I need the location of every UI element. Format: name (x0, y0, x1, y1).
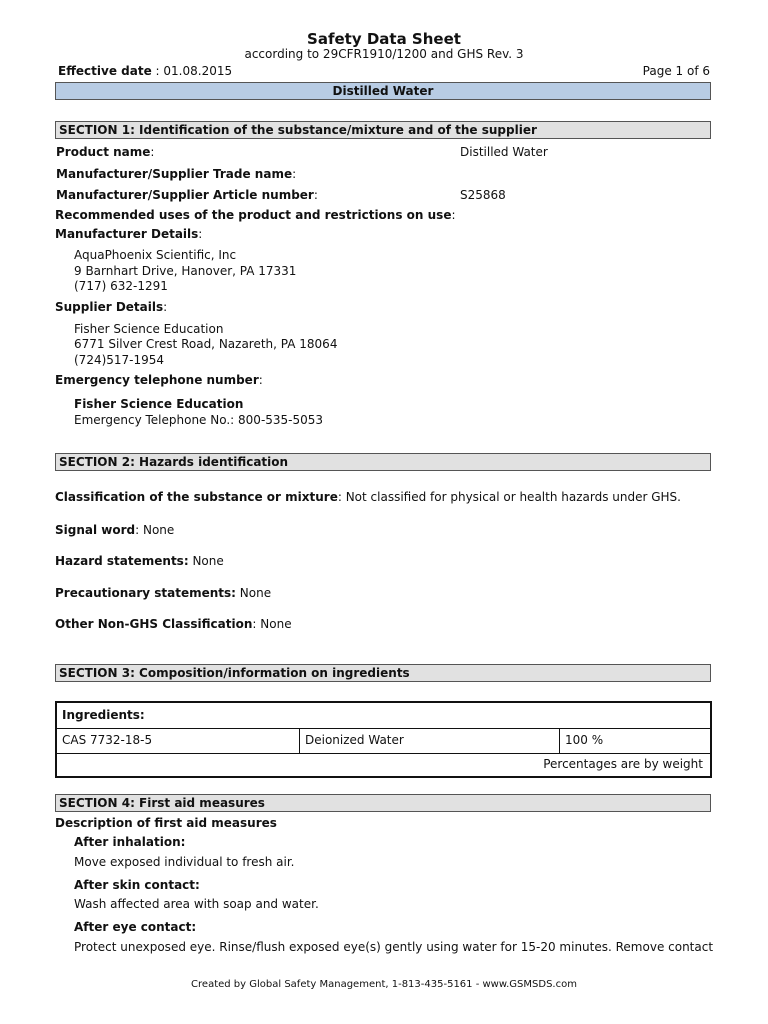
trade-name-label: Manufacturer/Supplier Trade name: (56, 167, 297, 181)
section-3-heading: SECTION 3: Composition/information on ingredients (55, 664, 711, 682)
regulation-subtitle: according to 29CFR1910/1200 and GHS Rev. 3 (244, 47, 524, 61)
product-name-label: Product name: (56, 145, 155, 159)
section-4-heading: SECTION 4: First aid measures (55, 794, 711, 812)
ingredients-label: Ingredients: (62, 708, 145, 722)
after-eye-contact-label: After eye contact: (74, 920, 197, 934)
product-banner: Distilled Water (55, 82, 711, 100)
percentages-note: Percentages are by weight (543, 757, 703, 771)
after-skin-contact-label: After skin contact: (74, 878, 200, 892)
product-name-value: Distilled Water (460, 145, 548, 159)
precautionary-statements-line: Precautionary statements: None (55, 586, 272, 600)
ingredients-header-row (57, 703, 710, 729)
effective-date-value: : 01.08.2015 (151, 64, 233, 78)
manufacturer-line: AquaPhoenix Scientific, Inc (74, 248, 237, 262)
emergency-telephone-label: Emergency telephone number: (55, 373, 263, 387)
signal-word-line: Signal word: None (55, 523, 175, 537)
page-number: Page 1 of 6 (642, 64, 710, 78)
after-skin-contact-text: Wash affected area with soap and water. (74, 897, 319, 911)
article-number-value: S25868 (460, 188, 506, 202)
emergency-phone: Emergency Telephone No.: 800-535-5053 (74, 413, 324, 427)
supplier-details-label: Supplier Details: (55, 300, 168, 314)
percent-cell: 100 % (565, 733, 604, 747)
recommended-uses-label: Recommended uses of the product and restrictions on use: (55, 208, 456, 222)
section-2-heading: SECTION 2: Hazards identification (55, 453, 711, 471)
effective-date-label: Effective date (58, 64, 152, 78)
manufacturer-line: (717) 632-1291 (74, 279, 168, 293)
hazard-statements-line: Hazard statements: None (55, 554, 224, 568)
document-title: Safety Data Sheet (307, 30, 461, 48)
manufacturer-line: 9 Barnhart Drive, Hanover, PA 17331 (74, 264, 297, 278)
table-note-row (57, 753, 710, 776)
effective-date (58, 64, 232, 78)
emergency-company: Fisher Science Education (74, 397, 244, 411)
first-aid-description-label: Description of first aid measures (55, 816, 277, 830)
cas-number-cell: CAS 7732-18-5 (62, 733, 153, 747)
section-1-heading: SECTION 1: Identification of the substance/mixture and of the supplier (55, 121, 711, 139)
supplier-line: 6771 Silver Crest Road, Nazareth, PA 18064 (74, 337, 338, 351)
page-footer: Created by Global Safety Management, 1-813-435-5161 - www.GSMSDS.com (191, 979, 577, 990)
supplier-line: Fisher Science Education (74, 322, 224, 336)
supplier-line: (724)517-1954 (74, 353, 165, 367)
after-inhalation-text: Move exposed individual to fresh air. (74, 855, 295, 869)
other-classification-line: Other Non-GHS Classification: None (55, 617, 292, 631)
ingredient-name-cell: Deionized Water (305, 733, 404, 747)
manufacturer-details-label: Manufacturer Details: (55, 227, 203, 241)
classification-line: Classification of the substance or mixture: Not classified for physical or health hazards under GHS. (55, 490, 681, 504)
after-inhalation-label: After inhalation: (74, 835, 186, 849)
table-row (57, 728, 710, 754)
ingredients-table (55, 701, 712, 778)
article-number-label: Manufacturer/Supplier Article number: (56, 188, 318, 202)
after-eye-contact-text: Protect unexposed eye. Rinse/flush exposed eye(s) gently using water for 15-20 minutes. Remove contact (74, 940, 714, 954)
